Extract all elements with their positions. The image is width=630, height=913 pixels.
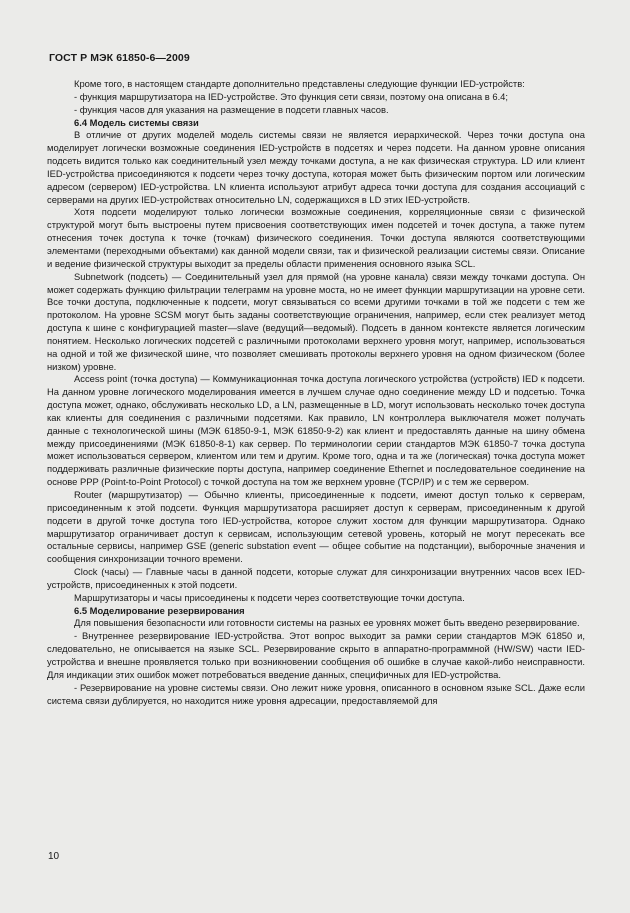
paragraph: Subnetwork (подсеть) — Соединительный узел для прямой (на уровне канала) связи между точками доступа. Он может содержать функцию фильтрации телеграмм на уровне моста, но не имеет функции маршрутизации на уровне сети. Все точки доступа, подключенные к подсети, могут связываться со всеми другими точками в той же подсети с тем же протоколом. На уровне SCSM могут быть заданы соответствующие ограничения, например, если стек реализует метод доступа к шине с конфигурацией master—slave (ведущий—ведомый). Подсеть в данном контексте является логическим понятием. Несколько логических подсетей с различными протоколами верхнего уровня могут, например, использоваться на одной и той же физической шине, что позволяет смешивать протоколы верхнего уровня на одном физическом (более низком) уровне. bbox=[47, 270, 585, 372]
page-number: 10 bbox=[48, 851, 60, 862]
paragraph: Кроме того, в настоящем стандарте дополнительно представлены следующие функции IED-устройств: bbox=[74, 78, 525, 89]
section-heading: 6.4 Модель системы связи bbox=[74, 116, 199, 128]
paragraph: Clock (часы) — Главные часы в данной подсети, которые служат для синхронизации внутренних часов всех IED-устройств, присоединенных к этой подсети. bbox=[47, 566, 585, 590]
section-heading: 6.5 Моделирование резервирования bbox=[74, 604, 245, 616]
paragraph: - функция маршрутизатора на IED-устройстве. Это функция сети связи, поэтому она описана в 6.4; bbox=[74, 90, 508, 102]
body-text bbox=[47, 78, 585, 707]
paragraph: Маршрутизаторы и часы присоединены к подсети через соответствующие точки доступа. bbox=[74, 591, 465, 603]
paragraph: В отличие от других моделей модель системы связи не является иерархической. Через точки доступа она моделирует логически возможные соединения IED-устройств в подсетях и через подсети. На данном уровне описания подсеть видится только как соединительный узел между точками доступа, а не как физическая структура. LD или клиент IED-устройства присоединяются к подсети через точку доступа, которая может быть физическим портом или логическим адресом (сервером) IED-устройства. LN клиента используют атрибут адреса точки доступа для создания ассоциаций с серверами на других IED-устройствах относительно LN, содержащихся в LD этих IED-устройств. bbox=[47, 129, 585, 205]
paragraph: Router (маршрутизатор) — Обычно клиенты, присоединенные к подсети, имеют доступ только к серверам, присоединенным к этой подсети. Функция маршрутизатора расширяет доступ к серверам, присоединенным к другой подсети в другой точке доступа того IED-устройства, которое служит хостом для функции маршрутизатора. Однако маршрутизатор ограничивает доступ к сервисам, использующим сетевой уровень, который не могут пересекать все остальные сервисы, например GSE (generic substation event — общее событие на подстанции), выборочные значения и сообщения синхронизации точного времени. bbox=[47, 489, 585, 565]
paragraph: Хотя подсети моделируют только логически возможные соединения, корреляционные связи с физической структурой могут быть выстроены путем присвоения соответствующих имен подсетей и точек доступа, а также путем отнесения точек доступа к точке (точкам) физического соединения. Точки доступа являются соответствующими элементами (переходными объектами) как данной модели связи, так и физической реализации системы связи. Описание и ведение физической структуры выходит за пределы области применения основного языка SCL. bbox=[47, 206, 585, 269]
paragraph: - функция часов для указания на размещение в подсети главных часов. bbox=[74, 103, 389, 115]
paragraph: Access point (точка доступа) — Коммуникационная точка доступа логического устройства (устройств) IED к подсети. На данном уровне логического моделирования имеется в лучшем случае одно соединение между LD и подсетью. Точка доступа может, однако, обслуживать несколько LD, а LN, размещенные в LD, могут использовать несколько точек доступа как клиенты для соединения с различными подсетями. Как правило, LN контроллера выключателя может получать данные с технологической шины (МЭК 61850-9-1, МЭК 61850-9-2) как клиент и предоставлять данные на шину обмена между присоединениями (МЭК 61850-8-1) как сервер. По терминологии серии стандартов МЭК 61850-7 точка доступа может использоваться сервером, клиентом или тем и другим. Кроме того, одна и та же (логическая) точка доступа может поддерживать различные физические порты доступа, например соединение Ethernet и последовательное соединение на основе PPP (Point-to-Point Protocol) с точкой доступа на том же верхнем уровне (TCP/IP) и с тем же сервером. bbox=[47, 373, 585, 488]
paragraph: - Резервирование на уровне системы связи. Оно лежит ниже уровня, описанного в основном языке SCL. Даже если система связи дублируется, но находится ниже уровня адресации, предоставляемой для bbox=[47, 681, 585, 706]
page-header: ГОСТ Р МЭК 61850-6—2009 bbox=[49, 52, 190, 64]
paragraph: - Внутреннее резервирование IED-устройства. Этот вопрос выходит за рамки серии стандартов МЭК 61850 и, следовательно, не описывается на языке SCL. Резервирование скрыто в аппаратно-программной (HW/SW) части IED-устройства и внешне проявляется только при возникновении сообщения об ошибке в случае какой-либо неисправности. Для индикации этих ошибок может потребоваться введение данных, специфичных для IED-устройства. bbox=[47, 630, 585, 680]
paragraph: Для повышения безопасности или готовности системы на разных ее уровнях может быть введено резервирование. bbox=[74, 617, 580, 629]
